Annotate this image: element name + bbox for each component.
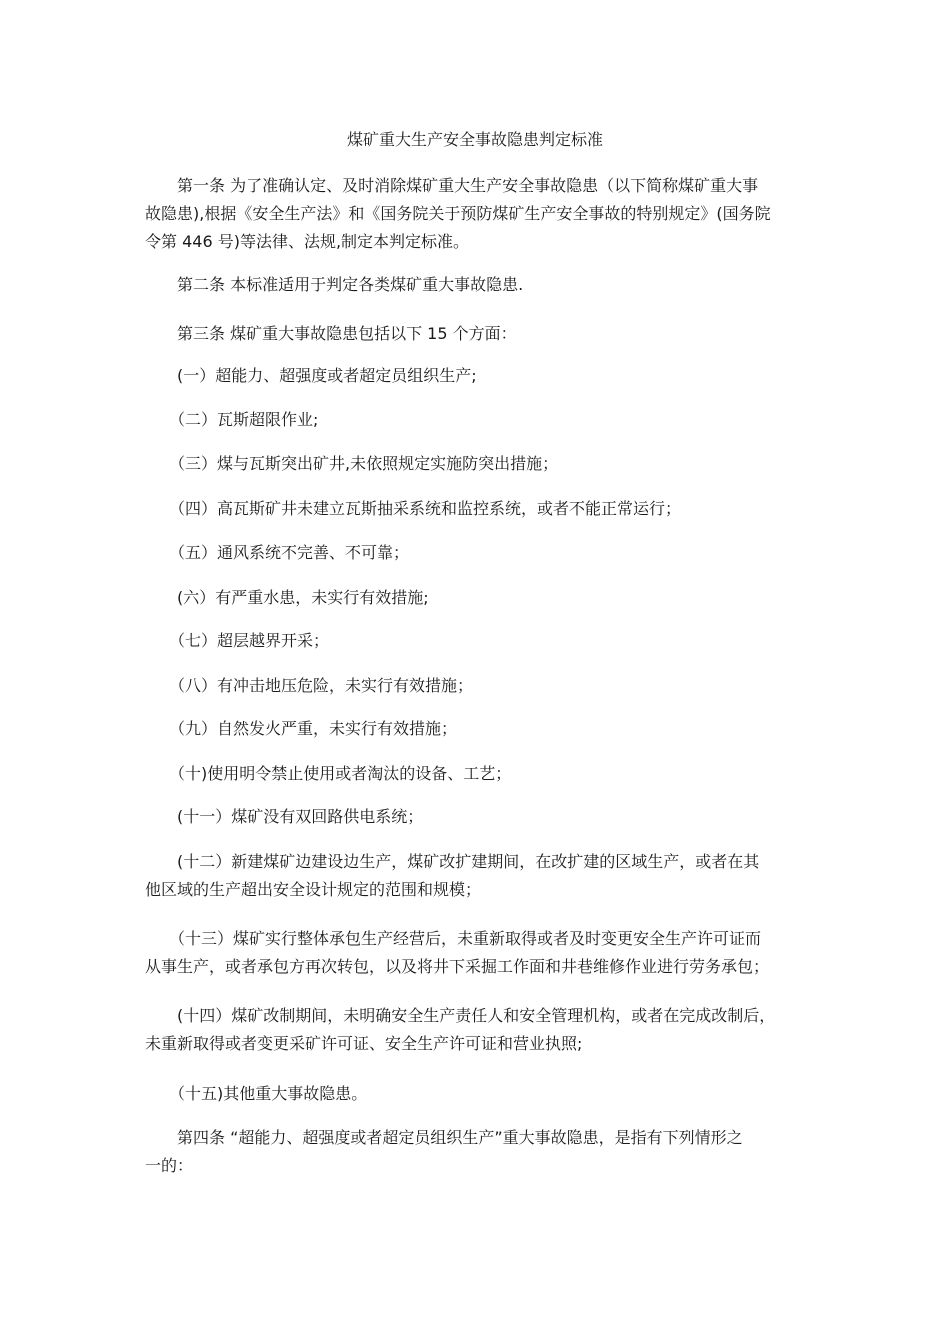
paragraph-line: (一）超能力、超强度或者超定员组织生产; xyxy=(145,366,477,385)
document-title: 煤矿重大生产安全事故隐患判定标准 xyxy=(346,130,603,149)
paragraph-line: （七）超层越界开采； xyxy=(145,631,330,650)
paragraph-line: （五）通风系统不完善、不可靠； xyxy=(145,543,410,562)
paragraph-line: (六）有严重水患，未实行有效措施; xyxy=(145,588,429,607)
paragraph-line: （十三）煤矿实行整体承包生产经营后，未重新取得或者及时变更安全生产许可证而 xyxy=(145,929,762,948)
paragraph-line: 第四条 “超能力、超强度或者超定员组织生产”重大事故隐患，是指有下列情形之 xyxy=(145,1128,743,1147)
paragraph-line: 一的： xyxy=(145,1156,194,1175)
paragraph-line: 第三条 煤矿重大事故隐患包括以下 15 个方面： xyxy=(145,324,517,343)
paragraph-item-13 xyxy=(145,925,805,981)
paragraph-article-3 xyxy=(145,320,805,348)
paragraph-line: (十二）新建煤矿边建设边生产，煤矿改扩建期间，在改扩建的区域生产，或者在其 xyxy=(145,852,760,871)
paragraph-line: (十四）煤矿改制期间，未明确安全生产责任人和安全管理机构，或者在完成改制后， xyxy=(145,1006,776,1025)
paragraph-item-11 xyxy=(145,803,805,831)
paragraph-line: 第二条 本标准适用于判定各类煤矿重大事故隐患. xyxy=(145,275,524,294)
paragraph-line: 他区域的生产超出安全设计规定的范围和规模； xyxy=(145,880,482,899)
paragraph-line: 从事生产，或者承包方再次转包，以及将井下采掘工作面和井巷维修作业进行劳务承包； xyxy=(145,957,770,976)
paragraph-line: （九）自然发火严重，未实行有效措施； xyxy=(145,719,458,738)
paragraph-line: （十)使用明令禁止使用或者淘汰的设备、工艺； xyxy=(145,764,512,783)
paragraph-line: （二）瓦斯超限作业; xyxy=(145,410,319,429)
paragraph-article-1 xyxy=(145,172,805,256)
paragraph-line: 未重新取得或者变更采矿许可证、安全生产许可证和营业执照; xyxy=(145,1034,583,1053)
paragraph-line: （八）有冲击地压危险，未实行有效措施； xyxy=(145,676,474,695)
paragraph-item-12 xyxy=(145,848,805,904)
paragraph-line: （四）高瓦斯矿井未建立瓦斯抽采系统和监控系统，或者不能正常运行； xyxy=(145,499,682,518)
paragraph-article-4 xyxy=(145,1124,805,1180)
paragraph-item-5 xyxy=(145,539,805,567)
paragraph-item-2 xyxy=(145,406,805,434)
paragraph-line: 第一条 为了准确认定、及时消除煤矿重大生产安全事故隐患（以下简称煤矿重大事 xyxy=(145,176,759,195)
paragraph-item-4 xyxy=(145,495,805,523)
paragraph-item-14 xyxy=(145,1002,805,1058)
paragraph-item-15 xyxy=(145,1080,805,1108)
paragraph-line: 令第 446 号)等法律、法规,制定本判定标准。 xyxy=(145,232,470,251)
paragraph-item-1 xyxy=(145,362,805,390)
paragraph-line: （十五)其他重大事故隐患。 xyxy=(145,1084,368,1103)
paragraph-item-9 xyxy=(145,715,805,743)
paragraph-item-7 xyxy=(145,627,805,655)
paragraph-line: 故隐患),根据《安全生产法》和《国务院关于预防煤矿生产安全事故的特别规定》(国务院 xyxy=(145,204,771,223)
paragraph-item-10 xyxy=(145,760,805,788)
paragraph-item-3 xyxy=(145,450,805,478)
paragraph-article-2 xyxy=(145,271,805,299)
paragraph-item-6 xyxy=(145,584,805,612)
paragraph-line: (十一）煤矿没有双回路供电系统； xyxy=(145,807,424,826)
paragraph-item-8 xyxy=(145,672,805,700)
paragraph-line: （三）煤与瓦斯突出矿井,未依照规定实施防突出措施； xyxy=(145,454,559,473)
